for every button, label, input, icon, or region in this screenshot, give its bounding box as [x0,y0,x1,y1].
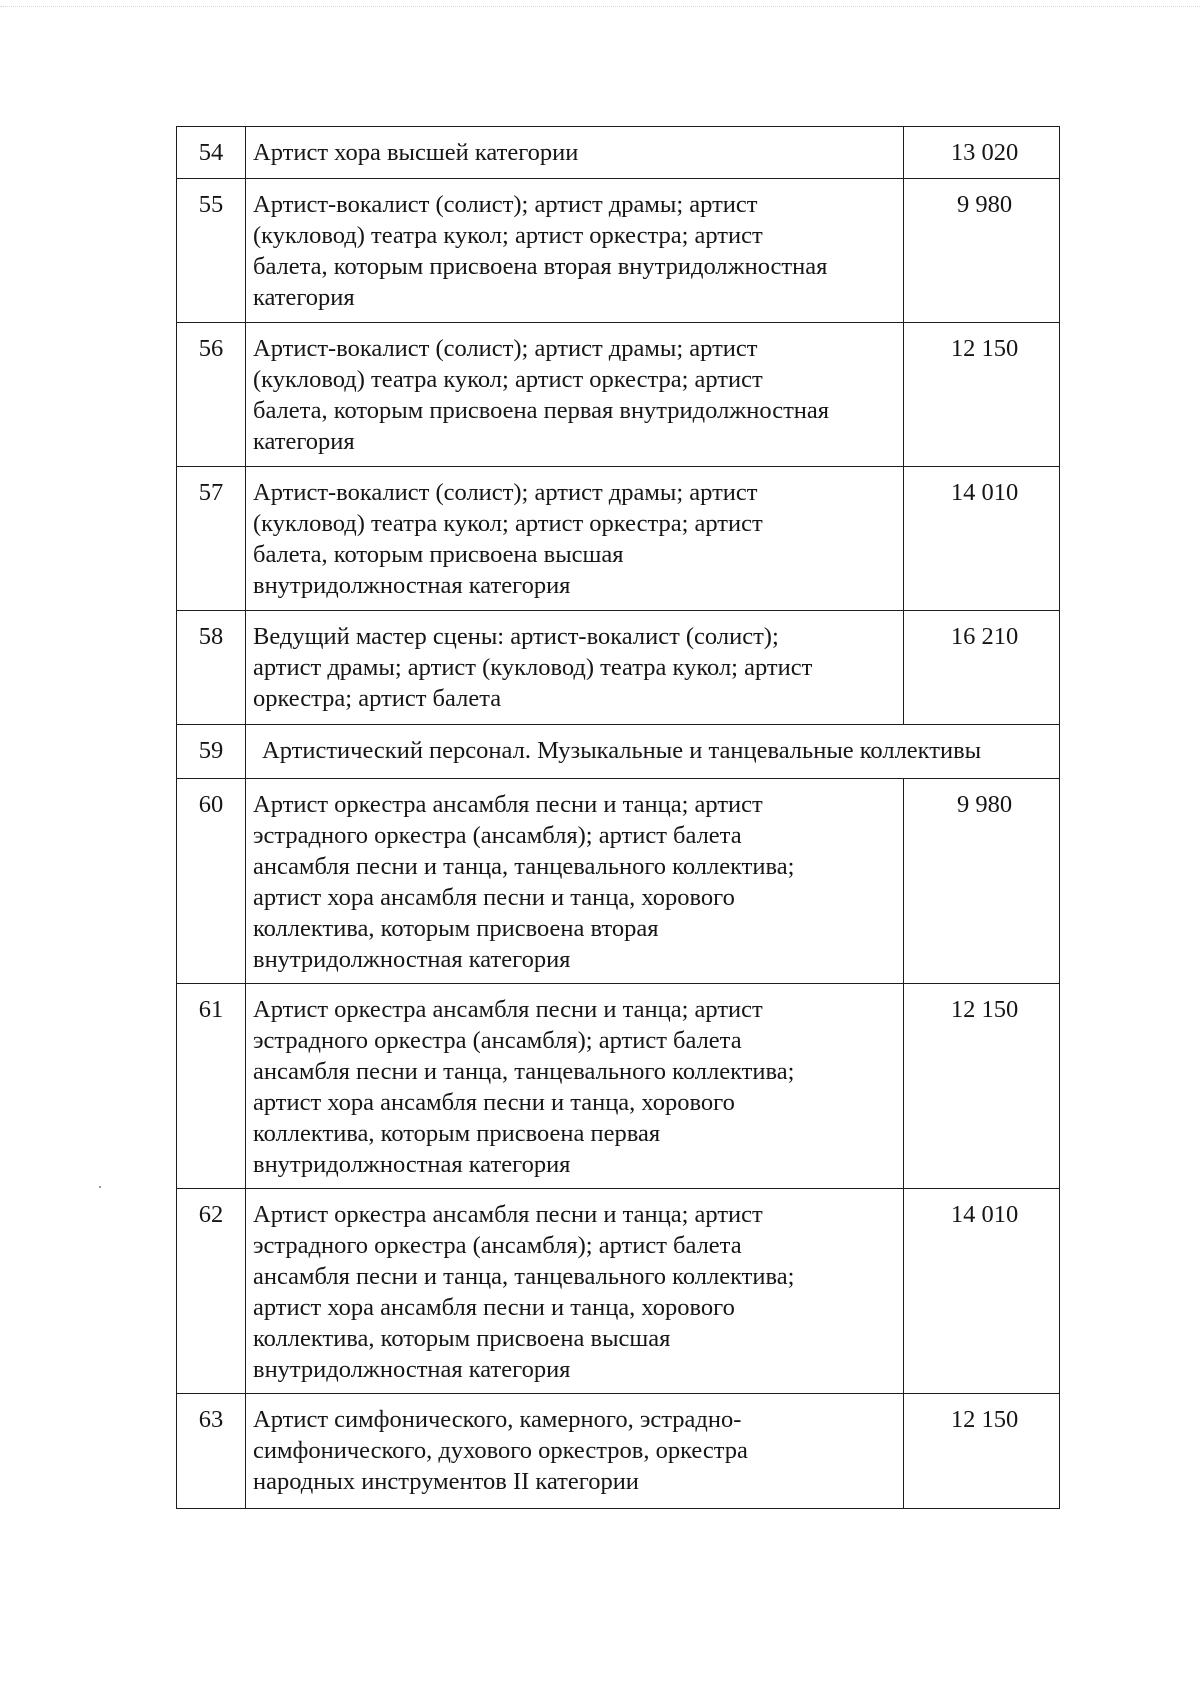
description-line: Артист-вокалист (солист); артист драмы; артист [253,191,758,218]
description-line: коллектива, которым присвоена первая [253,1120,661,1147]
description-line: внутридолжностная категория [253,1356,571,1383]
description-line: коллектива, которым присвоена вторая [253,915,659,942]
description-line: Артист-вокалист (солист); артист драмы; артист [253,335,758,362]
description-line: Ведущий мастер сцены: артист-вокалист (солист); [253,623,779,650]
description-line: коллектива, которым присвоена высшая [253,1325,671,1352]
description-line: народных инструментов II категории [253,1468,639,1495]
salary-amount: 14 010 [904,1189,1060,1394]
row-number: 61 [177,984,246,1189]
scan-speck [99,1186,101,1188]
description-line: артист хора ансамбля песни и танца, хорового [253,1089,735,1116]
position-description [246,984,904,1189]
description-line: Артист симфонического, камерного, эстрадно- [253,1406,742,1433]
position-description [246,1394,904,1509]
description-line: (кукловод) театра кукол; артист оркестра; артист [253,510,763,537]
description-line: (кукловод) театра кукол; артист оркестра; артист [253,366,763,393]
table-row [177,127,1060,179]
position-description [246,323,904,467]
position-description [246,611,904,725]
section-row [177,725,1060,779]
description-line: артист хора ансамбля песни и танца, хорового [253,1294,735,1321]
description-line: ансамбля песни и танца, танцевального коллектива; [253,853,795,880]
salary-amount: 9 980 [904,779,1060,984]
position-description [246,779,904,984]
row-number: 55 [177,179,246,323]
table-row [177,1189,1060,1394]
description-line: внутридолжностная категория [253,946,571,973]
table-row [177,984,1060,1189]
description-line: эстрадного оркестра (ансамбля); артист балета [253,822,742,849]
table-row [177,467,1060,611]
description-line: балета, которым присвоена первая внутридолжностная [253,397,830,424]
description-line: ансамбля песни и танца, танцевального коллектива; [253,1263,795,1290]
position-description [246,467,904,611]
row-number: 56 [177,323,246,467]
description-line: категория [253,428,355,455]
description-line: ансамбля песни и танца, танцевального коллектива; [253,1058,795,1085]
table-row [177,179,1060,323]
table-row [177,611,1060,725]
section-heading: Артистический персонал. Музыкальные и танцевальные коллективы [246,725,1060,779]
description-line: Артист оркестра ансамбля песни и танца; артист [253,791,763,818]
salary-amount: 12 150 [904,1394,1060,1509]
description-line: эстрадного оркестра (ансамбля); артист балета [253,1232,742,1259]
description-line: Артист-вокалист (солист); артист драмы; артист [253,479,758,506]
description-line: внутридолжностная категория [253,572,571,599]
description-line: (кукловод) театра кукол; артист оркестра; артист [253,222,763,249]
salary-amount: 12 150 [904,323,1060,467]
row-number: 57 [177,467,246,611]
position-description [246,127,904,179]
description-line: артист хора ансамбля песни и танца, хорового [253,884,735,911]
description-line: внутридолжностная категория [253,1151,571,1178]
description-line: Артист оркестра ансамбля песни и танца; артист [253,1201,763,1228]
description-line: балета, которым присвоена высшая [253,541,624,568]
row-number: 63 [177,1394,246,1509]
row-number: 59 [177,725,246,779]
table-row [177,323,1060,467]
salary-table [176,126,1060,1509]
description-line: симфонического, духового оркестров, оркестра [253,1437,748,1464]
row-number: 58 [177,611,246,725]
salary-amount: 12 150 [904,984,1060,1189]
salary-amount: 9 980 [904,179,1060,323]
row-number: 60 [177,779,246,984]
row-number: 62 [177,1189,246,1394]
description-line: Артист оркестра ансамбля песни и танца; артист [253,996,763,1023]
salary-amount: 16 210 [904,611,1060,725]
description-line: балета, которым присвоена вторая внутридолжностная [253,253,828,280]
description-line: Артист хора высшей категории [253,139,579,166]
position-description [246,1189,904,1394]
description-line: категория [253,284,355,311]
position-description [246,179,904,323]
description-line: артист драмы; артист (кукловод) театра кукол; артист [253,654,813,681]
table-row [177,1394,1060,1509]
row-number: 54 [177,127,246,179]
description-line: эстрадного оркестра (ансамбля); артист балета [253,1027,742,1054]
salary-amount: 14 010 [904,467,1060,611]
description-line: оркестра; артист балета [253,685,502,712]
scan-edge-line [0,6,1200,7]
table-row [177,779,1060,984]
salary-amount: 13 020 [904,127,1060,179]
